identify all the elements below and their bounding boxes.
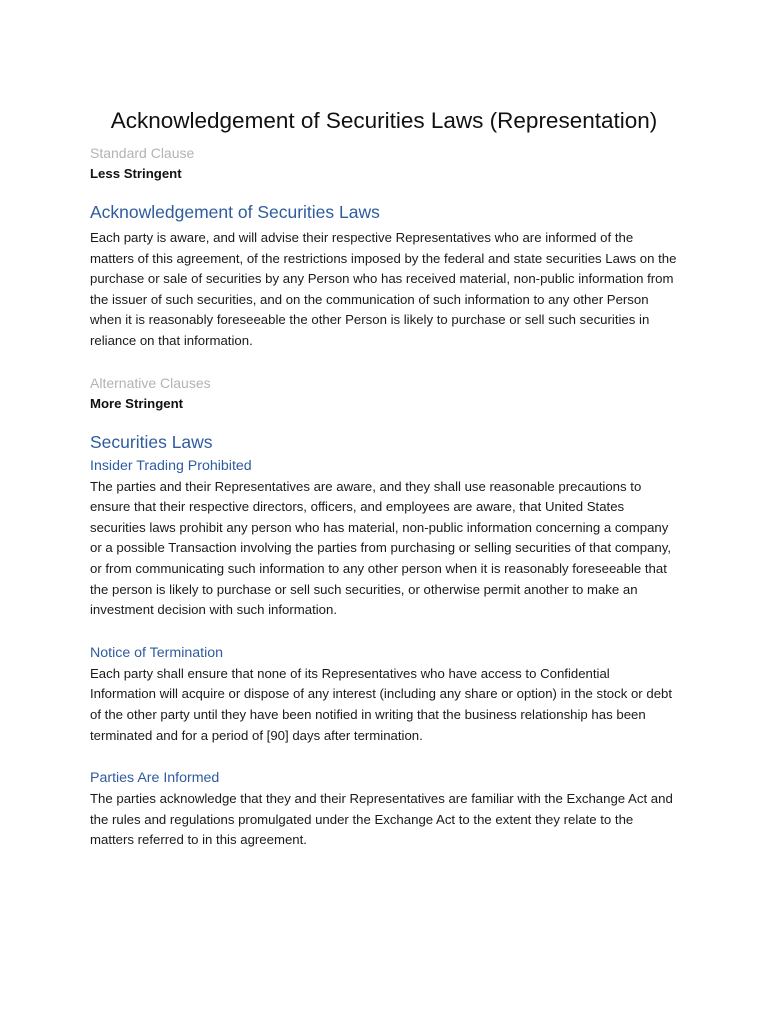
section-body-parties-informed: The parties acknowledge that they and their Representatives are familiar with the Exchange Act and the rules and regulations promulgated under the Exchange Act to the extent they relate to the matters referred to in this agreement. [90, 791, 673, 848]
document-title: Acknowledgement of Securities Laws (Representation) [110, 108, 658, 133]
section-heading-parties-informed: Parties Are Informed [90, 770, 220, 787]
section-heading-insider-trading: Insider Trading Prohibited [90, 457, 252, 474]
standard-clause-body: Each party is aware, and will advise their respective Representatives who are informed of the matters of this agreement, of the restrictions imposed by the federal and state securities Laws on the purchase or sale of securities by any Person who has received material, non-public information from the issuer of such securities, and on the communication of such information to any other Person when it is reasonably foreseeable the other Person is likely to purchase or sell such securities in reliance on that information. [90, 230, 677, 348]
alternative-clause-heading: Securities Laws [90, 431, 213, 452]
standard-clause-heading: Acknowledgement of Securities Laws [90, 202, 380, 222]
alternative-stringency-label: More Stringent [90, 395, 184, 411]
standard-clause-label: Standard Clause [90, 145, 195, 161]
standard-stringency-label: Less Stringent [90, 166, 182, 181]
section-body-notice-of-termination: Each party shall ensure that none of its Representatives who have access to Confidential Information will acquire or dispose of any interest (including any share or option) in the stock or debt of the other party until they have been notified in writing that the business relationship has been terminated and for a period of [90] days after termination. [90, 665, 673, 743]
alternative-clauses-label: Alternative Clauses [90, 374, 211, 391]
section-body-insider-trading: The parties and their Representatives are aware, and they shall use reasonable precautions to ensure that their respective directors, officers, and employees are aware, that United States securities laws prohibit any person who has material, non-public information concerning a company or a possible Transaction involving the parties from purchasing or selling securities of that company, or from communicating such information to any other person when it is reasonably foreseeable that the person is likely to purchase or sell such securities, or otherwise permit another to make an investment decision with such information. [90, 478, 672, 618]
section-heading-notice-of-termination: Notice of Termination [90, 644, 224, 661]
